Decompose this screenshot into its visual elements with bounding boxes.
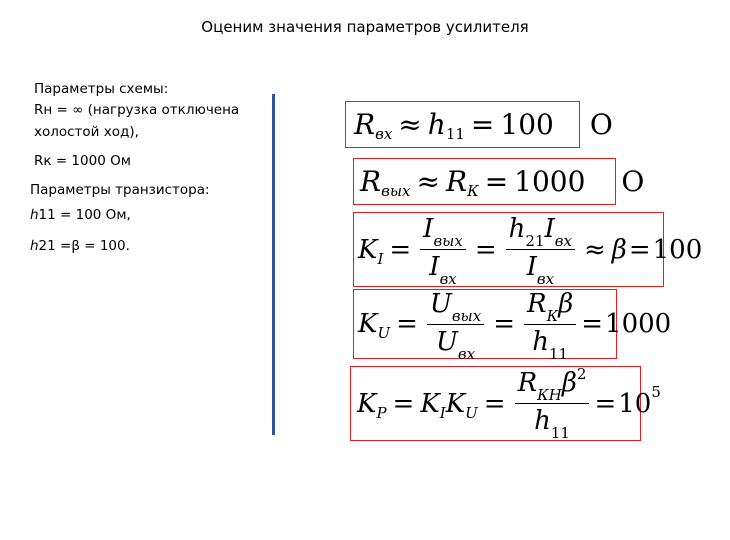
transistor-params-header: Параметры транзистора: xyxy=(30,182,210,198)
f5-fraction xyxy=(515,366,590,441)
f4-fraction-2 xyxy=(524,287,576,362)
rk-line: Rк = 1000 Ом xyxy=(34,153,131,169)
f4-d1: U xyxy=(436,326,458,357)
f4-n2: R xyxy=(527,288,547,319)
page-title: Оценим значения параметров усилителя xyxy=(201,18,529,36)
f3-d1-sub: вх xyxy=(439,270,457,288)
f3-n2a-sub: 21 xyxy=(525,232,545,250)
f4-n2-sub: К xyxy=(546,306,559,325)
f3-lhs: K xyxy=(358,234,378,265)
f3-lhs-sub: I xyxy=(377,249,384,268)
f1-rhs-sub: 11 xyxy=(445,124,465,143)
f4-d1-sub: вх xyxy=(457,344,476,363)
f5-d-sub: 11 xyxy=(550,424,570,442)
f5-m2: K xyxy=(445,388,466,419)
f3-d2-sub: вх xyxy=(536,270,555,288)
formula-input-resistance xyxy=(345,101,613,148)
h21-line: ℎ21 =β = 100. xyxy=(30,238,130,254)
rn-line-1: Rн = ∞ (нагрузка отключена xyxy=(34,102,240,118)
f2-rel: ≈ xyxy=(416,165,440,198)
formula-output-resistance xyxy=(353,158,645,205)
f4-fraction-1 xyxy=(427,287,484,362)
f2-unit: О xyxy=(621,165,645,198)
f5-d: h xyxy=(534,406,551,436)
f5-n-sup: 2 xyxy=(576,365,587,383)
f4-n2b: β xyxy=(558,288,574,319)
f3-d2: I xyxy=(526,252,537,282)
f4-d2: h xyxy=(532,326,549,357)
f3-fraction-1 xyxy=(420,212,466,287)
f4-d2-sub: 11 xyxy=(548,344,569,363)
f4-n1-sub: вых xyxy=(451,306,482,325)
f3-n2b-sub: вх xyxy=(554,232,572,250)
h11-line: ℎ11 = 100 Ом, xyxy=(30,207,131,223)
f3-n2b: I xyxy=(544,214,555,244)
f2-value: 1000 xyxy=(514,165,586,198)
f1-eq: = xyxy=(470,108,495,141)
f5-n: R xyxy=(517,368,538,398)
f2-rhs-sub: К xyxy=(467,181,479,200)
f5-lhs: K xyxy=(357,388,377,419)
rn-line-2: холостой ход), xyxy=(34,124,139,140)
f3-beta: β xyxy=(611,234,627,265)
formula-power-gain: K P = K I K U = $\frac{R_{КН}\beta^2}{h_{11}}$ = 10 5 xyxy=(350,366,641,441)
f4-n1: U xyxy=(429,288,452,319)
f2-eq: = xyxy=(484,165,509,198)
f3-n2a: h xyxy=(508,214,526,244)
f2-lhs-sub: вых xyxy=(381,181,411,200)
f5-nb: β xyxy=(561,368,577,398)
formula-current-gain: K I = $\frac{I_{вых}}{I_{вх}}$ = $\frac{h_{21}I_{вх}}{I_{вх}}$ ≈ β = 100 xyxy=(353,212,664,287)
f1-unit: О xyxy=(589,108,613,141)
f3-d1: I xyxy=(429,252,440,282)
vertical-divider xyxy=(272,94,275,435)
f4-lhs-sub: U xyxy=(377,324,391,342)
f5-value: 10 xyxy=(618,388,652,419)
f2-lhs: R xyxy=(360,165,382,198)
f1-lhs: R xyxy=(354,108,376,141)
f5-value-sup: 5 xyxy=(651,382,661,401)
f5-n-sub: КН xyxy=(537,386,562,404)
formula-voltage-gain: K U = $\frac{U_{вых}}{U_{вх}}$ = $\frac{R_К\beta}{h_{11}}$ = 1000 xyxy=(353,289,617,359)
f1-rel: ≈ xyxy=(398,108,422,141)
f3-n1-sub: вых xyxy=(433,232,463,250)
f1-rhs: h xyxy=(427,108,446,141)
f1-value: 100 xyxy=(500,108,554,141)
f3-value: 100 xyxy=(652,234,703,265)
f4-value: 1000 xyxy=(605,309,672,339)
f3-rel: ≈ xyxy=(584,234,606,265)
f4-lhs: K xyxy=(358,309,378,339)
f2-rhs: R xyxy=(445,165,468,198)
scheme-params-header: Параметры схемы: xyxy=(34,81,169,97)
f5-m1-sub: I xyxy=(439,403,446,422)
f1-lhs-sub: вх xyxy=(375,124,393,143)
f3-fraction-2 xyxy=(506,212,575,287)
f5-lhs-sub: P xyxy=(376,403,387,422)
f5-m2-sub: U xyxy=(465,403,478,422)
f5-m1: K xyxy=(420,388,440,419)
f3-n1: I xyxy=(423,214,434,244)
